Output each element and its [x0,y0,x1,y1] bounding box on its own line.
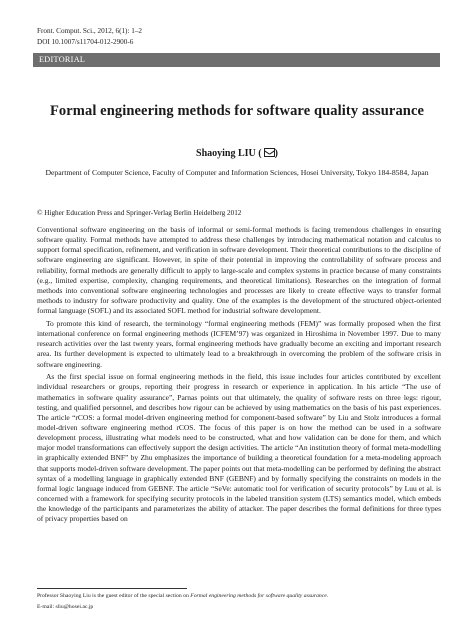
author-line: Shaoying LIU ( ) [196,148,278,159]
footnote-rule [37,588,187,589]
envelope-icon[interactable] [264,148,275,157]
section-banner [33,53,440,67]
article-title: Formal engineering methods for software quality assurance [49,103,425,119]
copyright-notice: © Higher Education Press and Springer-Verlag Berlin Heidelberg 2012 [37,209,242,217]
footnote-guest-editor: Professor Shaoying Liu is the guest editor of the special section on Formal engineering methods for software quality assurance. [37,593,329,599]
author-name: Shaoying LIU [196,148,256,159]
special-section-title: Formal engineering methods for software quality assurance [190,593,327,599]
author-affiliation: Department of Computer Science, Faculty of Computer and Information Sciences, Hosei University, Tokyo 184-8584, Japan [45,168,429,177]
body-paragraph: As the first special issue on formal engineering methods in the field, this issue includes four articles contributed by excellent individual researchers or groups, reporting their progress in research or experience in application. In his article “The use of mathematics in software quality assurance”, Parnas points out that ultimately, the quality of software rests on three legs: rigour, testing, and qualified personnel, and describes how rigour can be achieved by using mathematics on the basis of his past experiences. The article “rCOS: a formal model-driven engineering method for component-based software” by Liu and Stolz introduces a formal model-driven software engineering method rCOS. The focus of this paper is on how the method can be used in a software development process, illustrating what models need to be constructed, what and how validation can be done for them, and which major model transformations can effectively support the design activities. The article “An institution theory of formal meta-modelling in graphically extended BNF” by Zhu emphasizes the importance of building a theoretical foundation for a meta-modeling approach that supports model-driven software development. The paper points out that meta-modelling can be performed by defining the abstract syntax of a modelling language in graphically extended BNF (GEBNF) and by formally specifying the constraints on models in the formal logic language induced from GEBNF. The article “SeVe: automatic tool for verification of security protocols” by Luu et al. is concerned with a framework for specifying security protocols in the labeled transition system (LTS) semantics model, which embeds the knowledge of the participants and parameterizes the ability of attacker. The paper describes the formal definitions for three types of privacy properties based on [37,372,441,524]
article-body [37,225,441,525]
section-banner-label: EDITORIAL [39,55,86,64]
body-paragraph: To promote this kind of research, the terminology “formal engineering methods (FEM)” was formally proposed when the first international conference on formal engineering methods (ICFEM’97) was organized in Hiroshima in November 1997. Due to many research activities over the last twenty years, formal engineering methods have gradually become an exciting and important research area. Its further development is expected to ultimately lead to a breakthrough in overcoming the problem of the software crisis in software engineering. [37,318,441,369]
body-paragraph: Conventional software engineering on the basis of informal or semi-formal methods is facing tremendous challenges in ensuring software quality. Formal methods have attempted to address these challenges by introducing mathematical notation and calculus to support formal specification, refinement, and verification in software development. Their theoretical contributions to the discipline of software engineering are significant. However, in spite of their potential in improving the controllability of software process and reliability, formal methods are generally difficult to apply to large-scale and complex systems in practice because of many constraints (e.g., limited expertise, complexity, changing requirements, and theoretical limitations). Researches on the integration of formal methods into conventional software engineering technologies and processes are likely to create effective ways to transfer formal methods to industry for software productivity and quality. One of the examples is the development of the structured object-oriented formal language (SOFL) and its associated SOFL method for industrial software development. [37,225,441,316]
footnote-email[interactable]: E-mail: sliu@hosei.ac.jp [37,604,94,610]
journal-citation: Front. Comput. Sci., 2012, 6(1): 1–2 [37,27,143,35]
doi-line: DOI 10.1007/s11704-012-2900-6 [37,38,134,46]
